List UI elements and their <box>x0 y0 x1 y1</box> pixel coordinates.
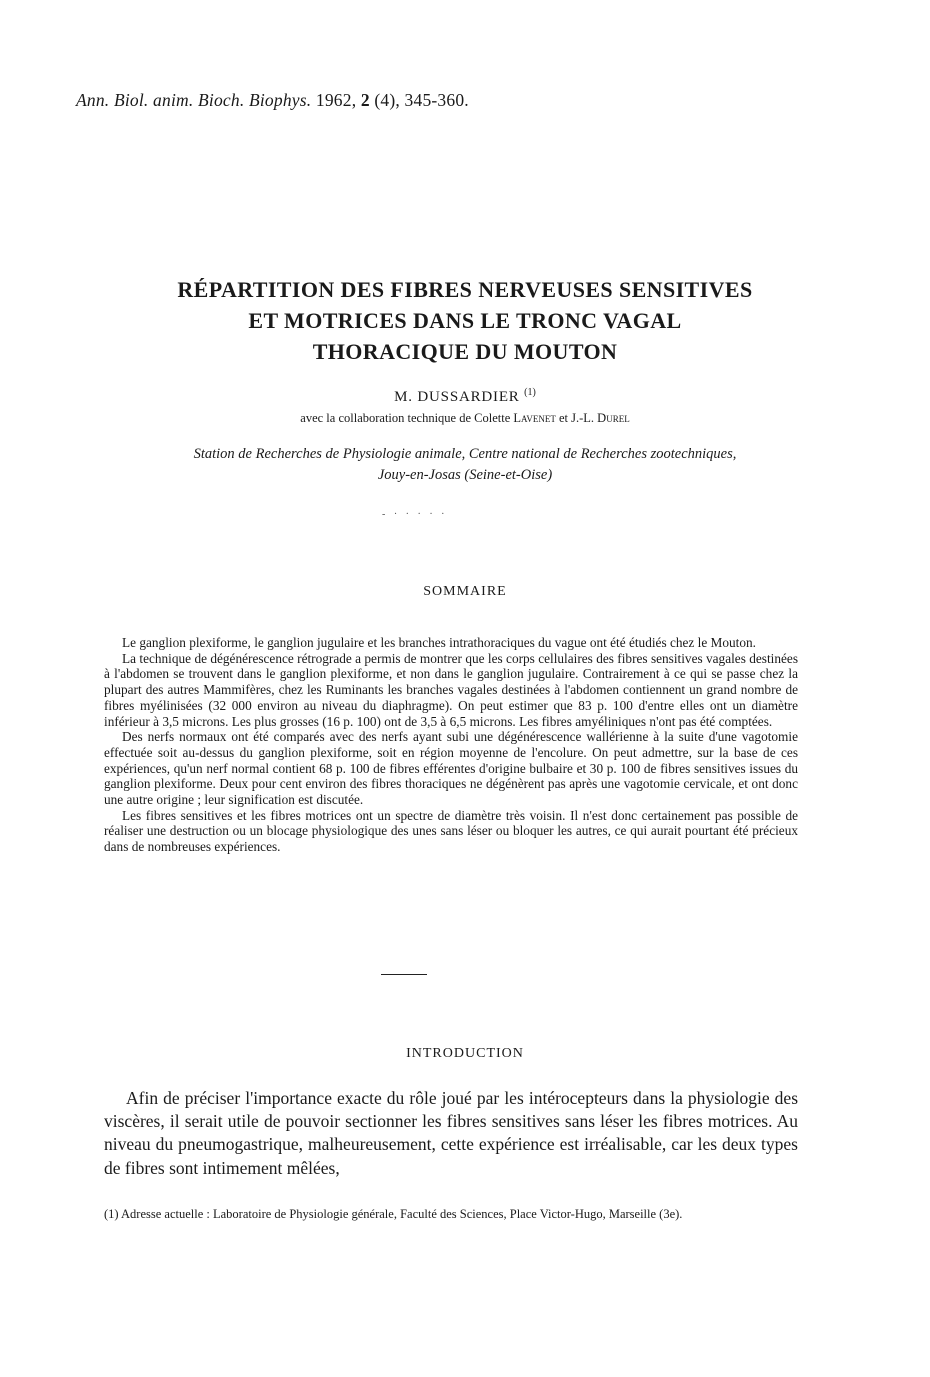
title-line-2: ET MOTRICES DANS LE TRONC VAGAL <box>248 308 682 333</box>
affiliation <box>60 444 870 486</box>
author-line <box>0 387 930 406</box>
introduction-heading: INTRODUCTION <box>406 1046 524 1061</box>
collab-name-1: Lavenet <box>513 411 556 425</box>
author-name: M. DUSSARDIER <box>394 389 520 405</box>
title-line-1: RÉPARTITION DES FIBRES NERVEUSES SENSITIVES <box>177 277 753 302</box>
citation-year: 1962, <box>315 90 357 110</box>
citation-volume: 2 <box>360 90 370 110</box>
collab-name-2: Durel <box>597 411 630 425</box>
collaboration-line <box>0 411 930 426</box>
introduction-paragraph: Afin de préciser l'importance exacte du rôle joué par les intérocepteurs dans la physiologie des viscères, il serait utile de pouvoir sectionner les fibres sensitives sans léser les fibres motrices. Au niveau du pneumogastrique, malheureusement, cette expérience est irréalisable, car les deux types de fibres sont intimement mêlées, <box>104 1088 798 1178</box>
introduction-body <box>104 1087 798 1180</box>
sommaire-paragraph: La technique de dégénérescence rétrograde a permis de montrer que les corps cellulaires des fibres sensitives vagales destinées à l'abdomen se trouvent dans le ganglion plexiforme, et non dans le ganglion jugulaire. Contrairement à ce qui se passe chez la plupart des autres Mammifères, chez les Ruminants les branches vagales destinées à l'abdomen contiennent un grand nombre de fibres myélinisées (32 000 environ au niveau du diaphragme). On peut estimer que 83 p. 100 d'entre elles ont un diamètre inférieur à 3,5 microns. Les plus grosses (16 p. 100) ont de 3,5 à 6,5 microns. Les fibres amyéliniques n'ont pas été comptées. <box>104 650 798 729</box>
journal-name: Ann. Biol. anim. Bioch. Biophys. <box>76 90 312 110</box>
sommaire-paragraph: Les fibres sensitives et les fibres motrices ont un spectre de diamètre très voisin. Il n'est donc certainement pas possible de réaliser une destruction ou un blocage physiologique des unes sans léser ou bloquer les autres, ce qui aurait pourtant été précieux dans de nombreuses expériences. <box>104 807 798 855</box>
sommaire-paragraph: Le ganglion plexiforme, le ganglion jugulaire et les branches intrathoraciques du vague ont été étudiés chez le Mouton. <box>122 635 756 650</box>
affiliation-line-1: Station de Recherches de Physiologie animale, Centre national de Recherches zootechniques, <box>193 446 737 462</box>
sommaire-paragraph: Des nerfs normaux ont été comparés avec des nerfs ayant subi une dégénérescence wallérienne à la suite d'une vagotomie effectuée soit au-dessus du ganglion plexiforme, soit en région moyenne de l'encolure. On peut admettre, sur la base de ces expériences, qu'un nerf normal contient 68 p. 100 de fibres efférentes d'origine bulbaire et 30 p. 100 de fibres sensitives issues du ganglion plexiforme. Deux pour cent environ des fibres thoraciques ne dégénèrent pas après une vagotomie cervicale, et ont donc une autre origine ; leur signification est discutée. <box>104 729 798 808</box>
collab-mid: et J.-L. <box>558 411 595 425</box>
author-footnote-mark: (1) <box>524 387 536 398</box>
affiliation-line-2: Jouy-en-Josas (Seine-et-Oise) <box>377 467 553 483</box>
section-rule <box>381 974 427 975</box>
title-line-3: THORACIQUE DU MOUTON <box>312 339 618 364</box>
article-title <box>60 274 870 367</box>
collab-prefix: avec la collaboration technique de Colette <box>300 411 511 425</box>
journal-citation <box>76 90 469 111</box>
footnote-mark: (1) <box>104 1207 119 1221</box>
separator-dots: - · · · · · <box>382 509 448 520</box>
citation-issue-pages: (4), 345-360. <box>374 90 469 110</box>
sommaire-body <box>104 635 798 855</box>
sommaire-heading: SOMMAIRE <box>423 584 507 599</box>
footnote-text: Adresse actuelle : Laboratoire de Physiologie générale, Faculté des Sciences, Place Victor-Hugo, Marseille (3e). <box>121 1207 683 1221</box>
footnote <box>104 1207 798 1222</box>
